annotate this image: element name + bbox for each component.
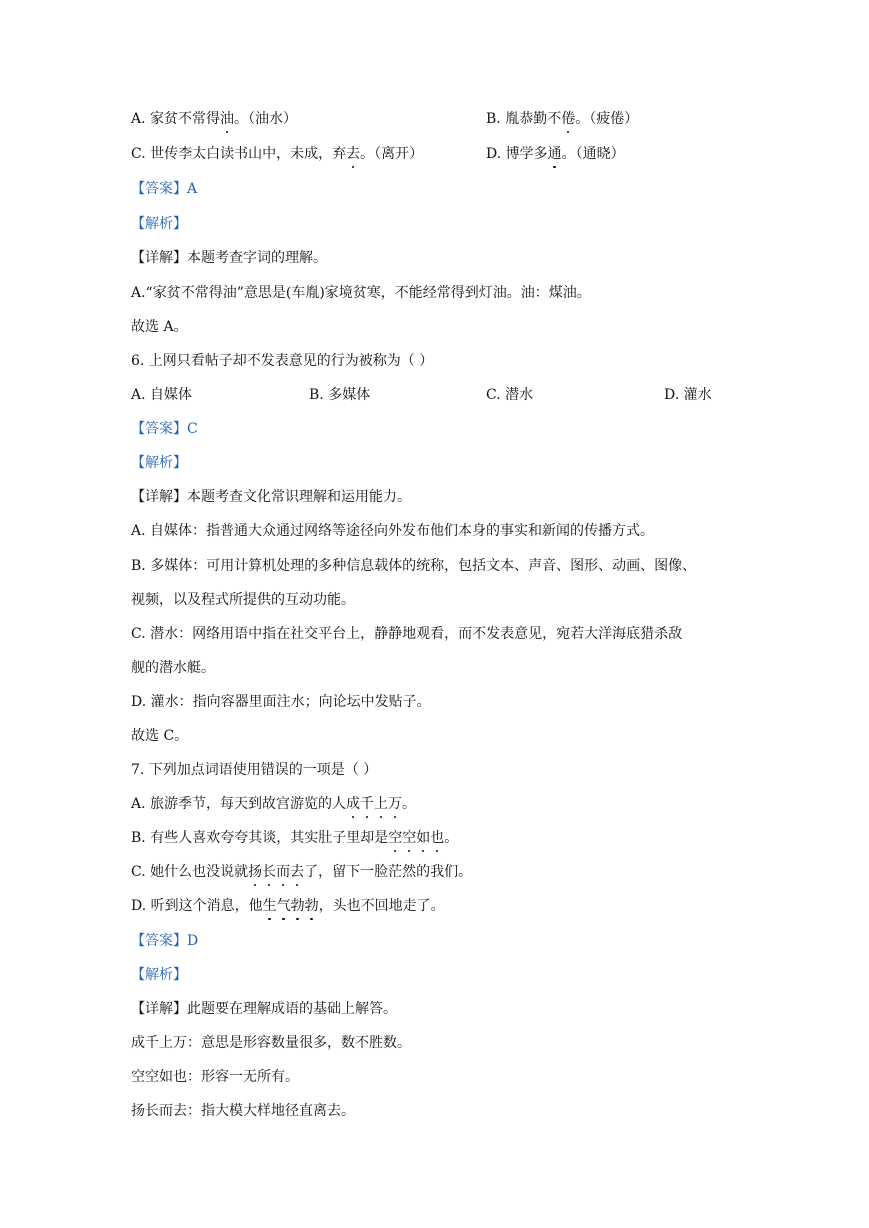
q5-option-d: D. 博学多通。（通晓） [486, 146, 625, 162]
q5-analysis: 【解析】 [131, 216, 187, 232]
dotted-char: 空 [402, 830, 417, 846]
dotted-char: 勃 [304, 898, 319, 914]
q6-answer: 【答案】C [131, 421, 198, 437]
q7-option-d: D. 听到这个消息，他生气勃勃，头也不回地走了。 [131, 898, 445, 914]
q6-option-a: A. 自媒体 [131, 387, 193, 403]
dotted-char: 成 [346, 796, 361, 812]
dotted-char: 长 [262, 864, 277, 880]
dotted-char: 如 [416, 830, 431, 846]
q6-detail: 【详解】本题考查文化常识理解和运用能力。 [131, 489, 411, 505]
q6-explanation-line: A. 自媒体：指普通大众通过网络等途径向外发布他们本身的事实和新闻的传播方式。 [131, 523, 655, 539]
dotted-char: 万 [388, 796, 403, 812]
dotted-char: 生 [262, 898, 277, 914]
q6-choose: 故选 C。 [131, 728, 189, 744]
q6-option-b: B. 多媒体 [309, 387, 371, 403]
dotted-char: 千 [360, 796, 375, 812]
q7-option-a: A. 旅游季节，每天到故宫游览的人成千上万。 [131, 796, 417, 812]
q7-question: 7. 下列加点词语使用错误的一项是（ ） [131, 762, 378, 778]
q5-explanation: A.“家贫不常得油”意思是(车胤)家境贫寒，不能经常得到灯油。油：煤油。 [131, 285, 591, 301]
dotted-char: 气 [276, 898, 291, 914]
q7-explanation-line: 空空如也：形容一无所有。 [131, 1069, 299, 1085]
dotted-char: 通 [547, 146, 562, 162]
q7-explanation-line: 成千上万：意思是形容数量很多，数不胜数。 [131, 1035, 411, 1051]
q6-analysis: 【解析】 [131, 455, 187, 471]
dotted-char: 而 [276, 864, 291, 880]
q5-answer: 【答案】A [131, 181, 198, 197]
q6-question: 6. 上网只看帖子却不发表意见的行为被称为（ ） [131, 353, 434, 369]
dotted-char: 扬 [248, 864, 263, 880]
q6-explanation-line: D. 灌水：指向容器里面注水；向论坛中发贴子。 [131, 694, 431, 710]
q7-explanation-line: 扬长而去：指大模大样地径直离去。 [131, 1103, 355, 1119]
dotted-char: 油 [220, 111, 235, 127]
q6-option-c: C. 潜水 [486, 387, 534, 403]
q5-option-c: C. 世传李太白读书山中，未成，弃去。（离开） [131, 146, 424, 162]
q5-choose: 故选 A。 [131, 319, 188, 335]
q7-option-c: C. 她什么也没说就扬长而去了，留下一脸茫然的我们。 [131, 864, 473, 880]
dotted-char: 倦 [561, 111, 576, 127]
dotted-char: 上 [374, 796, 389, 812]
dotted-char: 勃 [290, 898, 305, 914]
q5-option-a: A. 家贫不常得油。（油水） [131, 111, 298, 127]
dotted-char: 也 [430, 830, 445, 846]
q6-option-d: D. 灌水 [664, 387, 712, 403]
q6-explanation-line: B. 多媒体：可用计算机处理的多种信息载体的统称，包括文本、声音、图形、动画、图像、 [131, 558, 697, 574]
q5-detail: 【详解】本题考查字词的理解。 [131, 250, 327, 266]
q7-answer: 【答案】D [131, 933, 199, 949]
dotted-char: 去 [346, 146, 361, 162]
dotted-char: 去 [290, 864, 305, 880]
q7-option-b: B. 有些人喜欢夸夸其谈，其实肚子里却是空空如也。 [131, 830, 459, 846]
q6-explanation-line: C. 潜水：网络用语中指在社交平台上，静静地观看，而不发表意见，宛若大洋海底猎杀敌 [131, 626, 683, 642]
q7-detail: 【详解】此题要在理解成语的基础上解答。 [131, 1001, 397, 1017]
q6-explanation-line: 视频，以及程式所提供的互动功能。 [131, 592, 355, 608]
q6-explanation-line: 舰的潜水艇。 [131, 660, 215, 676]
dotted-char: 空 [388, 830, 403, 846]
q7-analysis: 【解析】 [131, 967, 187, 983]
q5-option-b: B. 胤恭勤不倦。（疲倦） [486, 111, 639, 127]
